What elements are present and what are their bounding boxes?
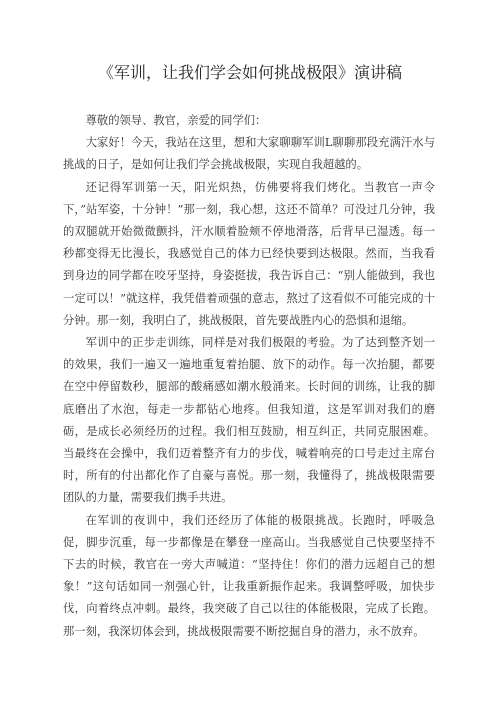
body-paragraph-greeting: 大家好！今天，我站在这里，想和大家聊聊军训L聊聊那段充满汗水与挑战的日子，是如何让我们学会挑战极限，实现自我超越的。	[63, 136, 435, 172]
document-title: 《军训，让我们学会如何挑战极限》演讲稿	[97, 63, 402, 82]
body-paragraph-standing: 还记得军训第一天，阳光炽热，仿佛要将我们烤化。当教官一声令下，”站军姿，十分钟！”那一刻，我心想，这还不简单？可没过几分钟，我的双腿就开始微微颤抖，汗水顺着脸颊不停地滑落，后背早已湿透。每一秒都变得无比漫长，我感觉自己的体力已经快要到达极限。然而，当我看到身边的同学都在咬牙坚持，身姿挺拔，我告诉自己：“别人能做到，我也一定可以！”就这样，我凭借着顽强的意志，熬过了这看似不可能完成的十分钟。那一刻，我明白了，挑战极限，首先要战胜内心的恐惧和退缩。	[63, 180, 435, 327]
body-paragraph-march: 军训中的正步走训练，同样是对我们极限的考验。为了达到整齐划一的效果，我们一遍又一遍地重复着抬腿、放下的动作。每一次抬腿，都要在空中停留数秒，腿部的酸痛感如潮水般涌来。长时间的训练，让我的脚底磨出了水泡，每走一步都钻心地疼。但我知道，这是军训对我们的磨砺，是成长必须经历的过程。我们相互鼓励，相互纠正，共同克服困难。当最终在会操中，我们迈着整齐有力的步伐，喊着响亮的口号走过主席台时，所有的付出都化作了自豪与喜悦。那一刻，我懂得了，挑战极限需要团队的力量，需要我们携手共进。	[63, 336, 435, 505]
document-body	[63, 110, 435, 643]
body-paragraph-night-training: 在军训的夜训中，我们还经历了体能的极限挑战。长跑时，呼吸急促，脚步沉重，每一步都像是在攀登一座高山。当我感觉自己快要坚持不下去的时候，教官在一旁大声喊道：“坚持住！你们的潜力远超自己的想象！”这句话如同一剂强心针，让我重新振作起来。我调整呼吸，加快步伐，向着终点冲刺。最终，我突破了自己以往的体能极限，完成了长跑。那一刻，我深切体会到，挑战极限需要不断挖掘自身的潜力，永不放弃。	[63, 513, 435, 638]
salutation-paragraph: 尊敬的领导、教官，亲爱的同学们：	[85, 114, 267, 127]
